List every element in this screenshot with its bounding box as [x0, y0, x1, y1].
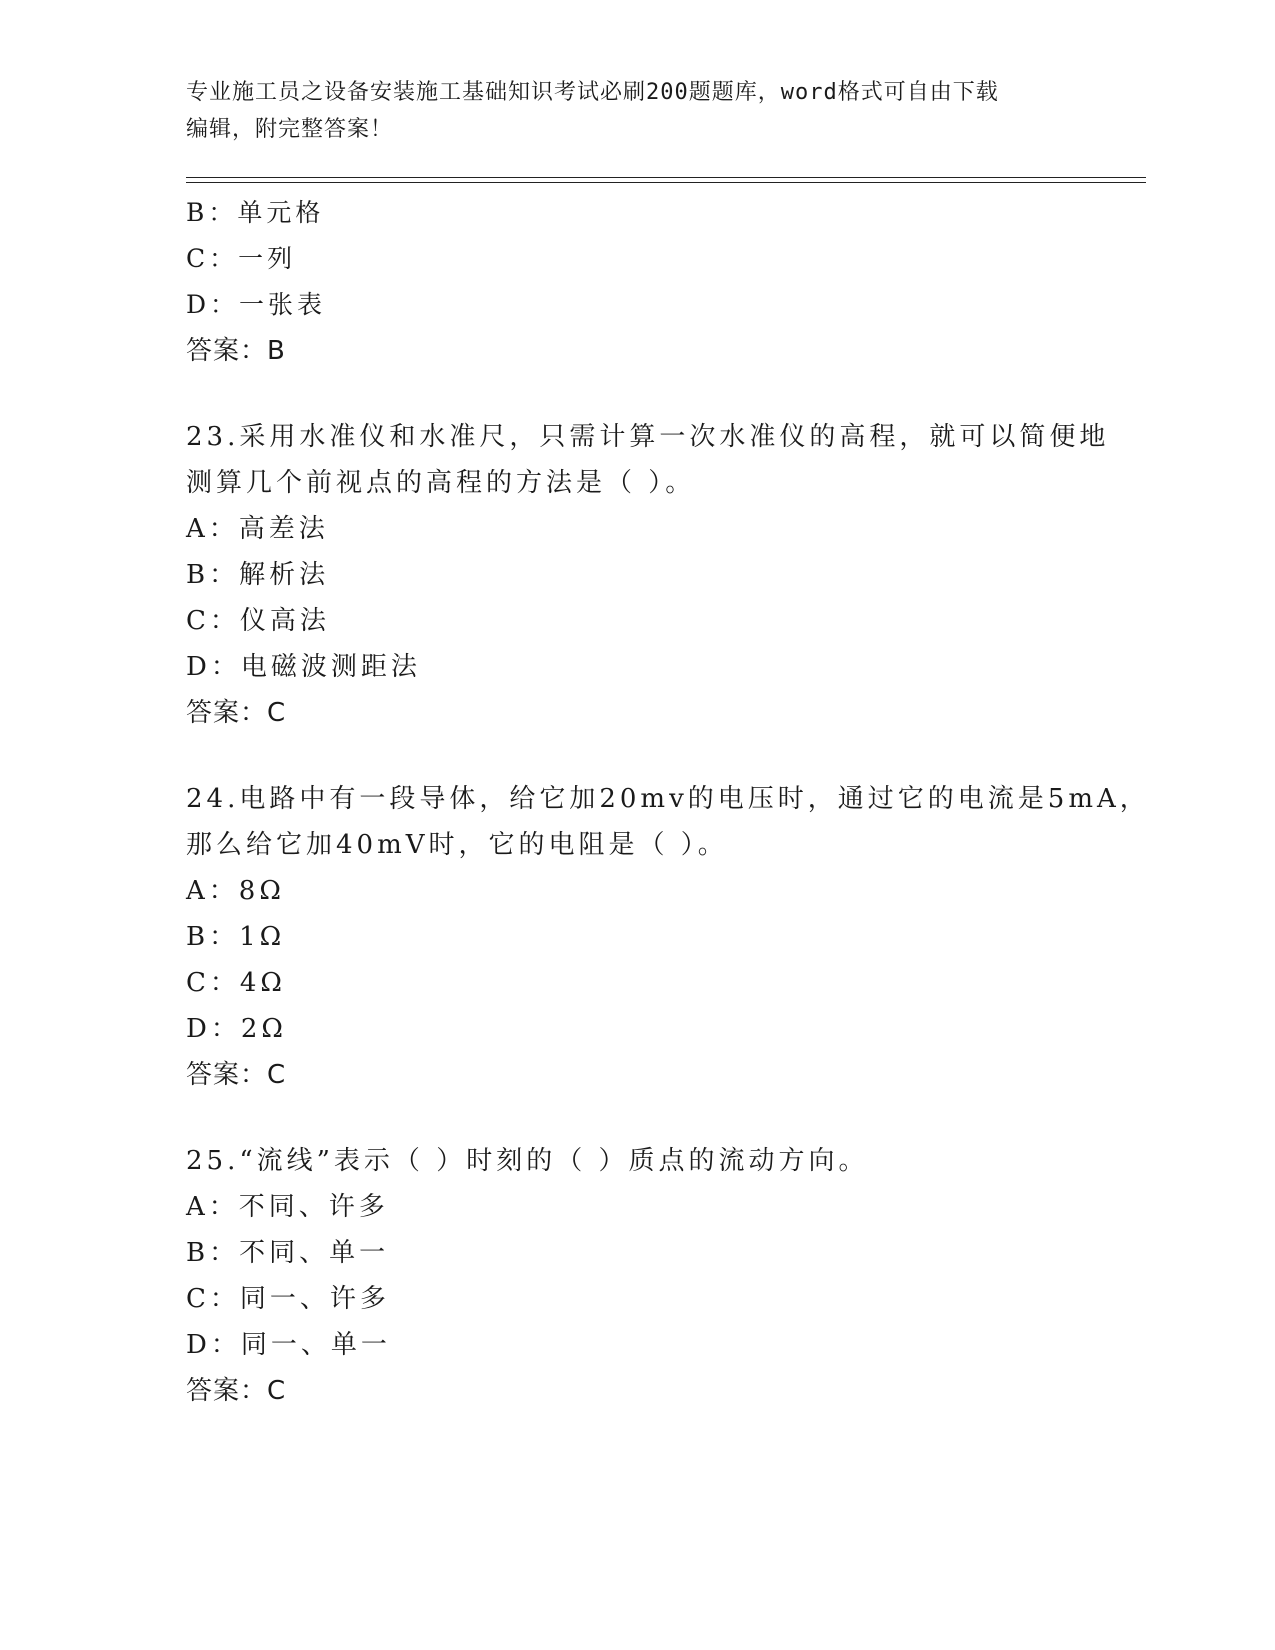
question-block-23: [186, 414, 1146, 736]
option-d: D：同一、单一: [186, 1330, 391, 1360]
answer: 答案：B: [186, 336, 286, 366]
option-c: C：4Ω: [186, 968, 286, 998]
option-a: A：8Ω: [186, 876, 285, 906]
question-block-24: [186, 776, 1150, 1098]
option-b: B：单元格: [186, 198, 325, 227]
header-rule-bottom: [186, 182, 1146, 183]
question-text-line-1: 24.电路中有一段导体，给它加20mv的电压时，通过它的电流是5mA，: [186, 784, 1150, 814]
option-a: A：不同、许多: [186, 1192, 389, 1222]
question-block-22-partial: [186, 190, 1146, 374]
option-c: C：一列: [186, 244, 297, 273]
header-title-line-1: 专业施工员之设备安装施工基础知识考试必刷200题题库，word格式可自由下载: [186, 80, 999, 105]
option-d: D：一张表: [186, 290, 327, 319]
option-d: D：电磁波测距法: [186, 652, 421, 682]
option-c: C：同一、许多: [186, 1284, 390, 1314]
option-b: B：解析法: [186, 560, 330, 590]
option-d: D：2Ω: [186, 1014, 287, 1044]
document-header: [186, 74, 1086, 148]
question-text-line-1: 25.“流线”表示（ ）时刻的（ ）质点的流动方向。: [186, 1146, 869, 1176]
question-text-line-2: 那么给它加40mV时，它的电阻是（ ）。: [186, 830, 728, 860]
answer: 答案：C: [186, 1376, 287, 1406]
option-b: B：1Ω: [186, 922, 286, 952]
question-text-line-2: 测算几个前视点的高程的方法是（ ）。: [186, 468, 696, 498]
document-body: [186, 190, 1150, 1414]
header-rule-top: [186, 177, 1146, 178]
question-text-line-1: 23.采用水准仪和水准尺，只需计算一次水准仪的高程，就可以简便地: [186, 422, 1110, 452]
option-b: B：不同、单一: [186, 1238, 390, 1268]
question-block-25: [186, 1138, 1146, 1414]
option-c: C：仪高法: [186, 606, 330, 636]
answer: 答案：C: [186, 1060, 287, 1090]
option-a: A：高差法: [186, 514, 329, 544]
header-title-line-2: 编辑，附完整答案！: [186, 117, 394, 142]
answer: 答案：C: [186, 698, 287, 728]
